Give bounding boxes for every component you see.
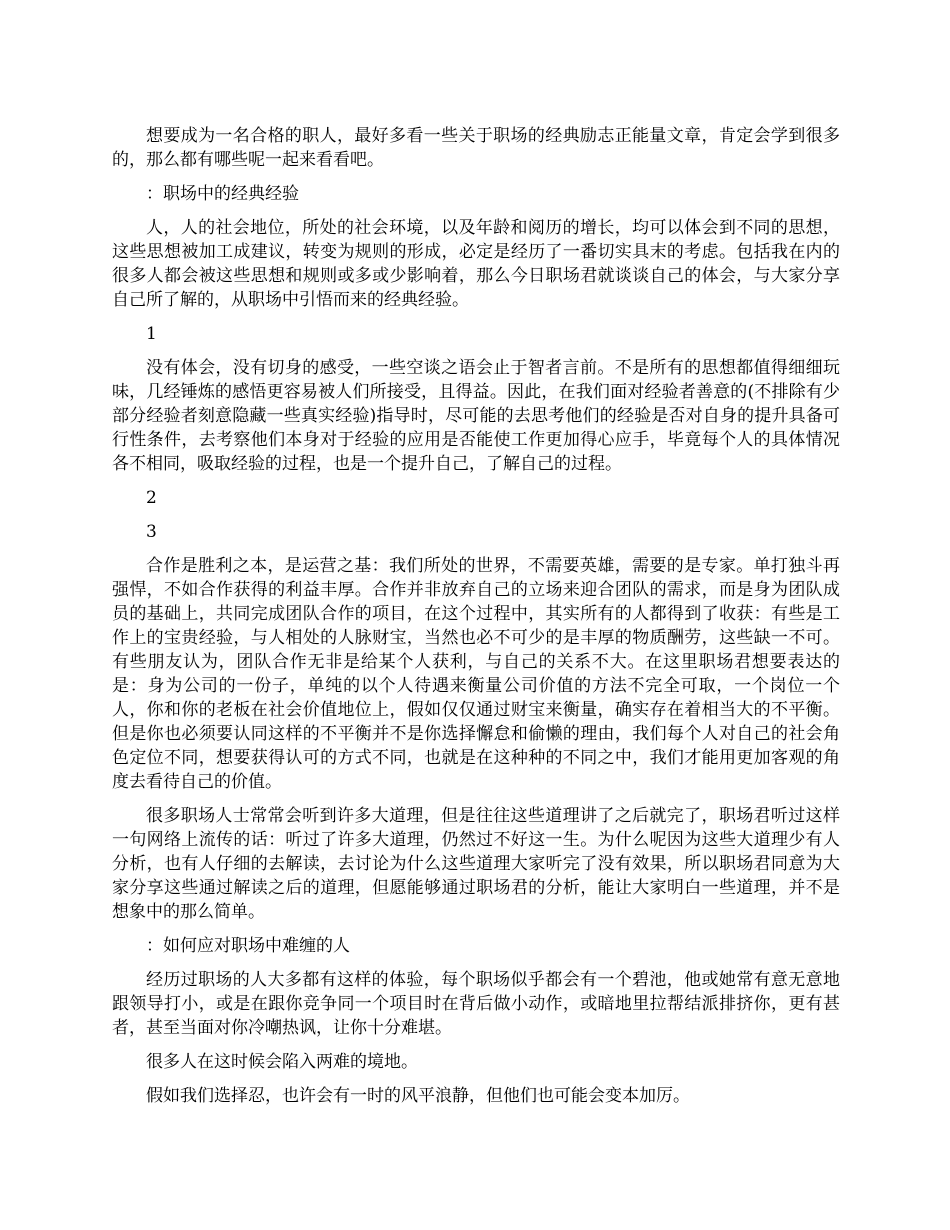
paragraph: 没有体会，没有切身的感受，一些空谈之语会止于智者言前。不是所有的思想都值得细细玩味，几经锤炼的感悟更容易被人们所接受，且得益。因此，在我们面对经验者善意的(不排除有少部分经验者刻意隐藏一些真实经验)指导时，尽可能的去思考他们的经验是否对自身的提升具备可行性条件，去考察他们本身对于经验的应用是否能使工作更加得心应手，毕竟每个人的具体情况各不相同，吸取经验的过程，也是一个提升自己，了解自己的过程。 [112, 358, 840, 474]
paragraph: 很多职场人士常常会听到许多大道理，但是往往这些道理讲了之后就完了，职场君听过这样一句网络上流传的话：听过了许多大道理，仍然过不好这一生。为什么呢因为这些大道理少有人分析，也有人仔细的去解读，去讨论为什么这些道理大家听完了没有效果，所以职场君同意为大家分享这些通过解读之后的道理，但愿能够通过职场君的分析，能让大家明白一些道理，并不是想象中的那么简单。 [112, 806, 840, 922]
paragraph: 假如我们选择忍，也许会有一时的风平浪静，但他们也可能会变本加厉。 [146, 1086, 690, 1106]
paragraph: 经历过职场的人大多都有这样的体验，每个职场似乎都会有一个碧池，他或她常有意无意地跟领导打小，或是在跟你竞争同一个项目时在背后做小动作，或暗地里拉帮结派排挤你，更有甚者，甚至当面对你冷嘲热讽，让你十分难堪。 [112, 970, 840, 1038]
paragraph: 合作是胜利之本，是运营之基：我们所处的世界，不需要英雄，需要的是专家。单打独斗再强悍，不如合作获得的利益丰厚。合作并非放弃自己的立场来迎合团队的需求，而是身为团队成员的基础上，共同完成团队合作的项目，在这个过程中，其实所有的人都得到了收获：有些是工作上的宝贵经验，与人相处的人脉财宝，当然也必不可少的是丰厚的物质酬劳，这些缺一不可。有些朋友认为，团队合作无非是给某个人获利，与自己的关系不大。在这里职场君想要表达的是：身为公司的一份子，单纯的以个人待遇来衡量公司价值的方法不完全可取，一个岗位一个人，你和你的老板在社会价值地位上，假如仅仅通过财宝来衡量，确实存在着相当大的不平衡。但是你也必须要认同这样的不平衡并不是你选择懈怠和偷懒的理由，我们每个人对自己的社会角色定位不同，想要获得认可的方式不同，也就是在这种种的不同之中，我们才能用更加客观的角度去看待自己的价值。 [112, 556, 840, 792]
paragraph: 人，人的社会地位，所处的社会环境，以及年龄和阅历的增长，均可以体会到不同的思想，这些思想被加工成建议，转变为规则的形成，必定是经历了一番切实具末的考虑。包括我在内的很多人都会被这些思想和规则或多或少影响着，那么今日职场君就谈谈自己的体会，与大家分享自己所了解的，从职场中引悟而来的经典经验。 [112, 218, 840, 310]
section-number: 1 [146, 324, 157, 344]
paragraph: 很多人在这时候会陷入两难的境地。 [146, 1052, 418, 1072]
section-heading-classic-experience: ：职场中的经典经验 [146, 184, 299, 204]
section-heading-difficult-people: ：如何应对职场中难缠的人 [146, 936, 350, 956]
intro-paragraph: 想要成为一名合格的职人，最好多看一些关于职场的经典励志正能量文章，肯定会学到很多的，那么都有哪些呢一起来看看吧。 [112, 126, 840, 170]
section-number: 3 [146, 522, 157, 542]
section-number: 2 [146, 488, 157, 508]
document-body [112, 124, 840, 1118]
